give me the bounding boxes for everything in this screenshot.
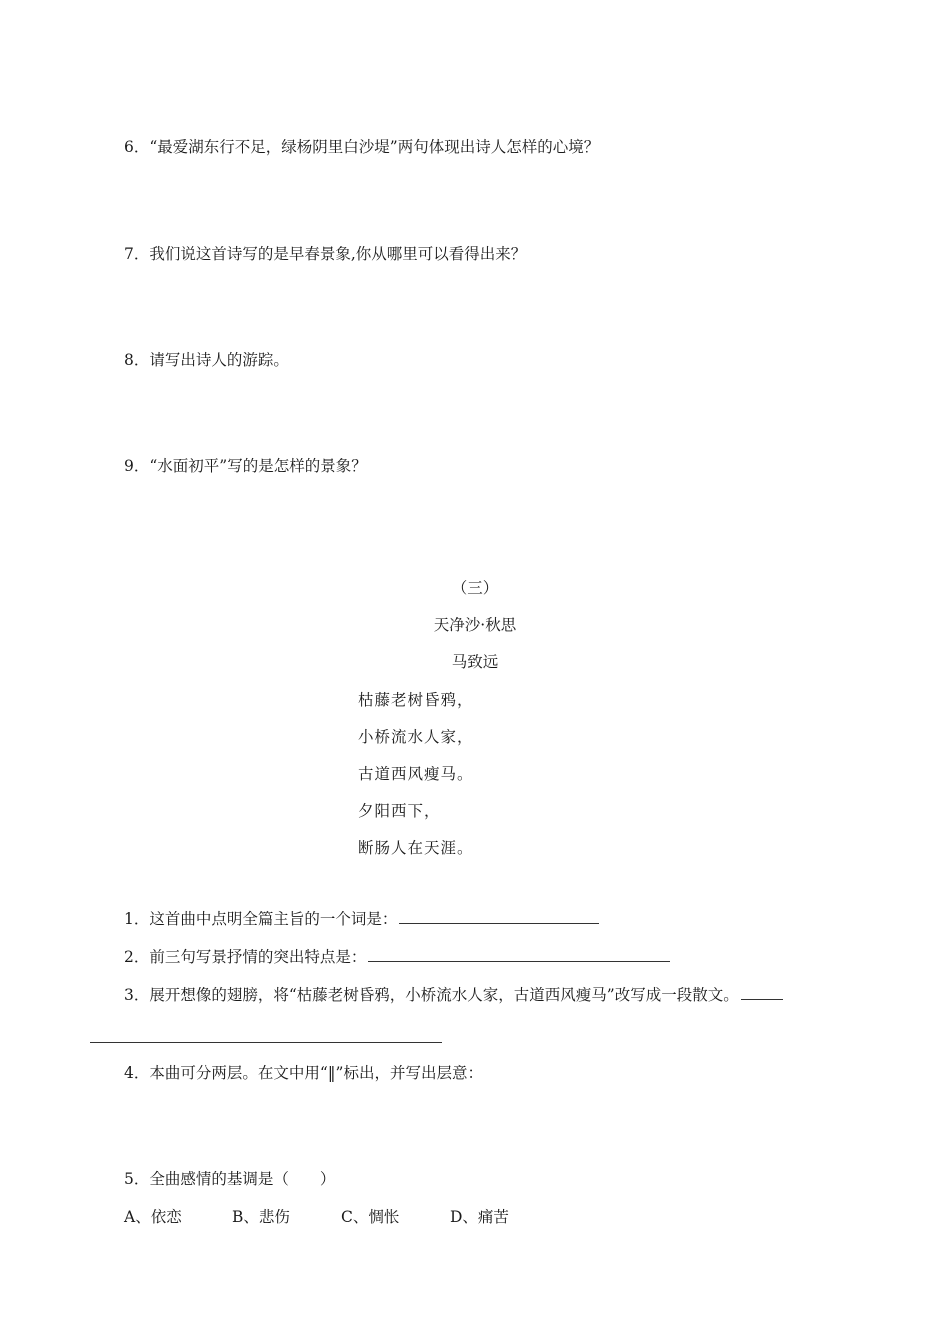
question-b1: 1．这首曲中点明全篇主旨的一个词是：	[124, 910, 398, 928]
answer-line[interactable]	[90, 1042, 442, 1043]
question-b1-row	[124, 909, 599, 929]
section-number: （三）	[451, 579, 499, 597]
option-d[interactable]: D、痛苦	[450, 1208, 509, 1226]
question-9: 9．“水面初平”写的是怎样的景象？	[124, 457, 367, 475]
question-6: 6．“最爱湖东行不足，绿杨阴里白沙堤”两句体现出诗人怎样的心境？	[124, 138, 600, 156]
option-c[interactable]: C、惆怅	[341, 1208, 400, 1226]
question-b3: 3．展开想像的翅膀，将“枯藤老树昏鸦，小桥流水人家，古道西风瘦马”改写成一段散文。	[124, 986, 739, 1004]
question-b5: 5．全曲感情的基调是（ ）	[124, 1170, 336, 1188]
question-7: 7．我们说这首诗写的是早春景象,你从哪里可以看得出来？	[124, 245, 527, 263]
poem-line: 断肠人在天涯。	[358, 839, 474, 857]
poem-author: 马致远	[451, 653, 499, 671]
question-8: 8．请写出诗人的游踪。	[124, 351, 289, 369]
option-a[interactable]: A、依恋	[124, 1208, 182, 1226]
poem-line: 古道西风瘦马。	[358, 765, 474, 783]
question-b2: 2．前三句写景抒情的突出特点是：	[124, 948, 367, 966]
answer-blank[interactable]	[399, 909, 599, 924]
answer-blank[interactable]	[741, 985, 783, 1000]
question-b4: 4．本曲可分两层。在文中用“‖”标出，并写出层意：	[124, 1064, 483, 1082]
poem-title: 天净沙·秋思	[433, 616, 517, 634]
question-b3-row	[124, 985, 783, 1005]
answer-blank[interactable]	[368, 947, 670, 962]
poem-line: 小桥流水人家，	[358, 728, 474, 746]
poem-line: 枯藤老树昏鸦，	[358, 691, 474, 709]
poem-line: 夕阳西下，	[358, 802, 441, 820]
question-b2-row	[124, 947, 670, 967]
option-b[interactable]: B、悲伤	[232, 1208, 290, 1226]
